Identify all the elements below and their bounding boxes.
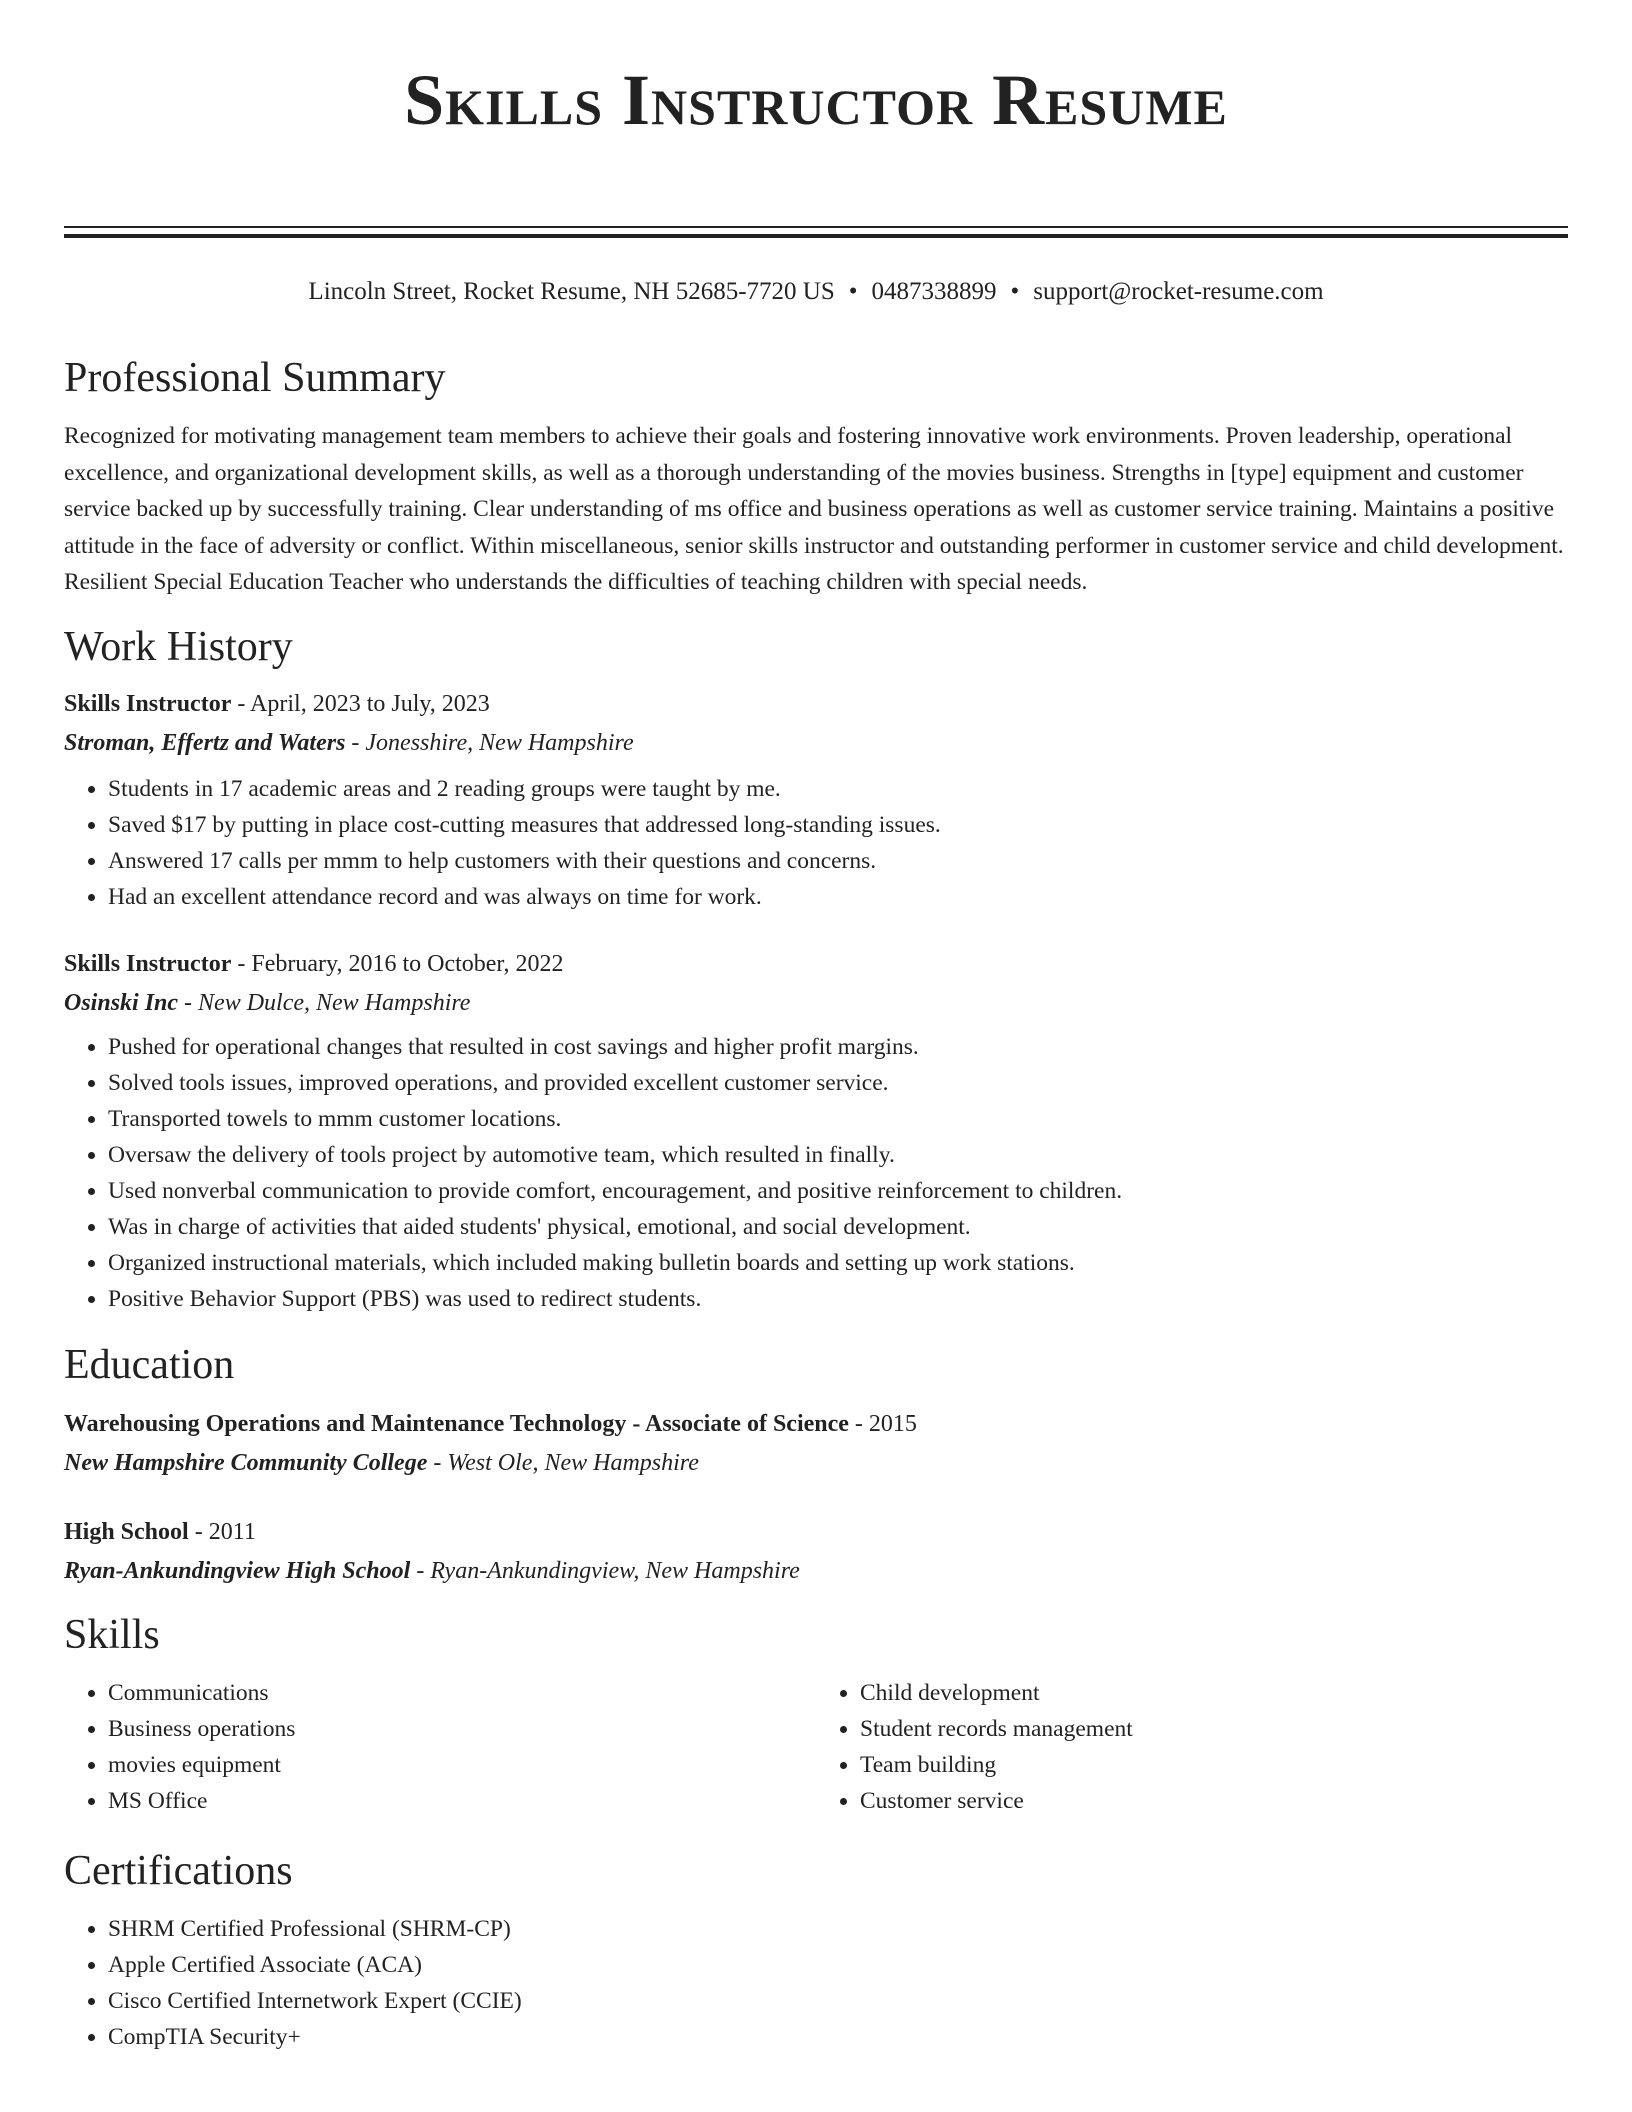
skill-item: • Team building	[860, 1747, 1568, 1783]
job-entry	[64, 685, 1568, 915]
degree-year: 2011	[208, 1518, 256, 1545]
title-rule-thin	[64, 226, 1568, 228]
list-item: • Used nonverbal communication to provide comfort, encouragement, and positive reinforcement to children.	[108, 1173, 1568, 1209]
skill-item: • Business operations	[108, 1711, 816, 1747]
employer-location: Jonesshire, New Hampshire	[365, 729, 634, 756]
certifications-heading: Certifications	[64, 1847, 293, 1894]
skills-left-list	[64, 1675, 816, 1819]
job-bullets	[64, 1029, 1568, 1317]
skill-item: • Child development	[860, 1675, 1568, 1711]
list-item: • Answered 17 calls per mmm to help customers with their questions and concerns.	[108, 843, 1568, 879]
degree-name: Warehousing Operations and Maintenance Technology - Associate of Science	[64, 1410, 849, 1437]
skills-heading: Skills	[64, 1611, 160, 1658]
skill-item: • MS Office	[108, 1783, 816, 1819]
employer-line: Osinski Inc - New Dulce, New Hampshire	[64, 989, 471, 1016]
school-line: New Hampshire Community College - West Ole, New Hampshire	[64, 1449, 699, 1476]
list-item: • Positive Behavior Support (PBS) was used to redirect students.	[108, 1281, 1568, 1317]
employer-line: Stroman, Effertz and Waters - Jonesshire, New Hampshire	[64, 729, 634, 756]
summary-text: Recognized for motivating management team members to achieve their goals and fostering innovative work environments. Proven leadership, operational excellence, and organizational development skills, as well as a thorough understanding of the movies business. Strengths in [type] equipment and customer service backed up by successfully training. Clear understanding of ms office and business operations as well as customer service training. Maintains a positive attitude in the face of adversity or conflict. Within miscellaneous, senior skills instructor and outstanding performer in customer service and child development. Resilient Special Education Teacher who understands the difficulties of teaching children with special needs.	[64, 423, 1564, 595]
contact-email: support@rocket-resume.com	[1033, 278, 1324, 305]
skill-item: • Communications	[108, 1675, 816, 1711]
contact-phone: 0487338899	[871, 278, 997, 305]
certification-item: • CompTIA Security+	[108, 2019, 1568, 2055]
list-item: • Saved $17 by putting in place cost-cutting measures that addressed long-standing issues.	[108, 807, 1568, 843]
summary-heading: Professional Summary	[64, 355, 446, 401]
job-title-line: Skills Instructor - April, 2023 to July, 2023	[64, 690, 490, 717]
degree-line: High School - 2011	[64, 1518, 256, 1545]
list-item: • Students in 17 academic areas and 2 reading groups were taught by me.	[108, 771, 1568, 807]
school-name: Ryan-Ankundingview High School	[64, 1557, 411, 1584]
resume-title: Skills Instructor Resume	[404, 60, 1228, 140]
job-dates: April, 2023 to July, 2023	[250, 690, 490, 717]
certification-item: • Apple Certified Associate (ACA)	[108, 1947, 1568, 1983]
education-entry	[64, 1513, 1568, 1591]
employer-name: Osinski Inc	[64, 989, 179, 1016]
skill-item: • movies equipment	[108, 1747, 816, 1783]
list-item: • Pushed for operational changes that resulted in cost savings and higher profit margins.	[108, 1029, 1568, 1065]
list-item: • Organized instructional materials, which included making bulletin boards and setting up work stations.	[108, 1245, 1568, 1281]
job-title-line: Skills Instructor - February, 2016 to October, 2022	[64, 950, 564, 977]
title-rule-thick	[64, 234, 1568, 238]
education-entry	[64, 1405, 1568, 1483]
certification-item: • SHRM Certified Professional (SHRM-CP)	[108, 1911, 1568, 1947]
certification-item: • Cisco Certified Internetwork Expert (CCIE)	[108, 1983, 1568, 2019]
skills-right-list	[816, 1675, 1568, 1819]
skills-columns	[64, 1675, 1568, 1819]
job-entry	[64, 945, 1568, 1317]
list-item: • Had an excellent attendance record and was always on time for work.	[108, 879, 1568, 915]
list-item: • Solved tools issues, improved operations, and provided excellent customer service.	[108, 1065, 1568, 1101]
school-location: West Ole, New Hampshire	[447, 1449, 699, 1476]
job-bullets	[64, 771, 1568, 915]
degree-name: High School	[64, 1518, 189, 1545]
work-history-heading: Work History	[64, 623, 293, 670]
school-name: New Hampshire Community College	[64, 1449, 428, 1476]
education-heading: Education	[64, 1341, 235, 1388]
contact-address: Lincoln Street, Rocket Resume, NH 52685-7720 US	[308, 278, 835, 305]
certifications-list	[64, 1911, 1568, 2055]
job-dates: February, 2016 to October, 2022	[251, 950, 564, 977]
contact-separator: •	[848, 278, 858, 305]
list-item: • Was in charge of activities that aided students' physical, emotional, and social development.	[108, 1209, 1568, 1245]
contact-separator: •	[1010, 278, 1020, 305]
degree-year: 2015	[868, 1410, 917, 1437]
list-item: • Oversaw the delivery of tools project by automotive team, which resulted in finally.	[108, 1137, 1568, 1173]
contact-line	[64, 274, 1568, 310]
list-item: • Transported towels to mmm customer locations.	[108, 1101, 1568, 1137]
degree-line: Warehousing Operations and Maintenance Technology - Associate of Science - 2015	[64, 1410, 917, 1437]
job-title: Skills Instructor	[64, 690, 232, 717]
employer-location: New Dulce, New Hampshire	[198, 989, 471, 1016]
job-title: Skills Instructor	[64, 950, 232, 977]
skill-item: • Student records management	[860, 1711, 1568, 1747]
school-line: Ryan-Ankundingview High School - Ryan-Ankundingview, New Hampshire	[64, 1557, 800, 1584]
school-location: Ryan-Ankundingview, New Hampshire	[430, 1557, 800, 1584]
skill-item: • Customer service	[860, 1783, 1568, 1819]
employer-name: Stroman, Effertz and Waters	[64, 729, 346, 756]
